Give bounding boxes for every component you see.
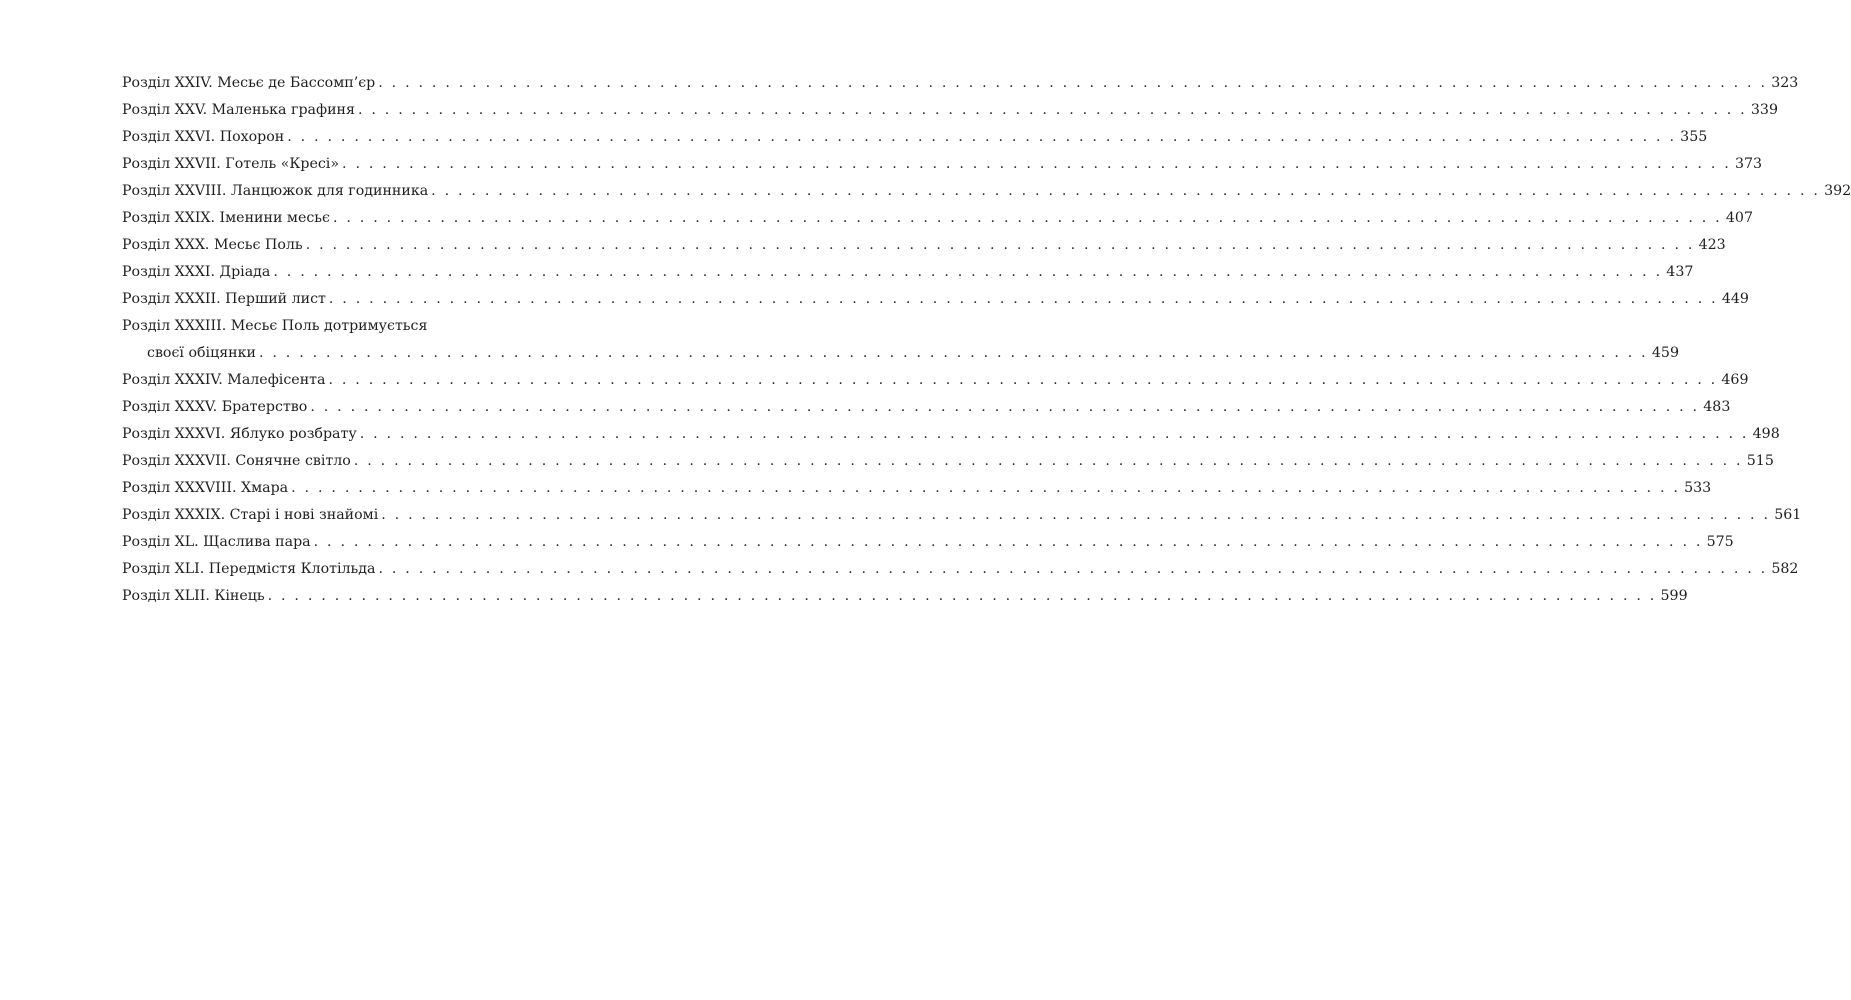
toc-entry-title: Розділ XXVI. Похорон [122,129,285,145]
toc-entry-title: Розділ XXVII. Готель «Кресі» [122,156,340,172]
toc-entry-page: 449 [1721,291,1749,307]
dot-leader [354,448,1743,475]
toc-entry [122,313,1679,367]
toc-entry [122,286,1749,313]
toc-entry-page: 407 [1725,210,1753,226]
toc-entry [122,97,1778,124]
toc-entry [122,421,1780,448]
dot-leader [342,151,1731,178]
toc-entry [122,232,1726,259]
toc-entry-page: 498 [1752,426,1780,442]
toc-entry [122,367,1749,394]
toc-entry-title: Розділ XXX. Месьє Поль [122,237,303,253]
toc-entry-page: 483 [1703,399,1731,415]
toc-entry-title: Розділ XLI. Передмістя Клотільда [122,561,376,577]
table-of-contents [122,70,1851,610]
toc-entry-title: Розділ XXXIV. Малефісента [122,372,326,388]
toc-entry [122,70,1799,97]
toc-entry-page: 423 [1698,237,1726,253]
toc-entry-page: 533 [1684,480,1712,496]
toc-entry-page: 459 [1651,345,1679,361]
toc-entry [122,151,1763,178]
toc-entry-title: Розділ XXIX. Іменини месьє [122,210,330,226]
toc-entry-title: Розділ XLII. Кінець [122,588,265,604]
toc-entry-title-continued: своєї обіцянки [147,345,256,361]
dot-leader [378,556,1767,583]
toc-entry-title: Розділ XXIV. Месьє де Бассомп’єр [122,75,376,91]
toc-entry [122,556,1799,583]
toc-entry-page: 599 [1660,588,1688,604]
dot-leader [273,259,1662,286]
dot-leader [314,529,1703,556]
dot-leader [306,232,1695,259]
dot-leader [259,340,1648,367]
toc-entry-page: 373 [1734,156,1763,172]
toc-entry-title: Розділ XXXIII. Месьє Поль дотримується [122,318,428,334]
dot-leader [431,178,1820,205]
toc-entry-title: Розділ XXXVII. Сонячне світло [122,453,351,469]
toc-entry [122,475,1712,502]
toc-entry [122,259,1694,286]
toc-entry-title: Розділ XXV. Маленька графиня [122,102,355,118]
toc-entry [122,448,1774,475]
dot-leader [328,367,1717,394]
toc-entry-page: 355 [1680,129,1708,145]
toc-entry-page: 437 [1666,264,1694,280]
dot-leader [358,97,1747,124]
toc-entry-page: 561 [1774,507,1802,523]
dot-leader [291,475,1680,502]
toc-entry-title: Розділ XXXVI. Яблуко розбрату [122,426,357,442]
toc-entry [122,394,1731,421]
dot-leader [333,205,1722,232]
dot-leader [287,124,1676,151]
toc-entry-continuation [122,340,1679,367]
dot-leader [360,421,1749,448]
dot-leader [310,394,1699,421]
toc-entry-page: 515 [1746,453,1774,469]
toc-entry [122,124,1708,151]
toc-entry-title: Розділ XXXI. Дріада [122,264,271,280]
toc-entry-page: 469 [1721,372,1749,388]
toc-entry-title: Розділ XXVIII. Ланцюжок для годинника [122,183,429,199]
toc-entry-title: Розділ XXXII. Перший лист [122,291,326,307]
toc-entry [122,178,1851,205]
toc-entry [122,502,1802,529]
toc-entry-page: 582 [1771,561,1799,577]
toc-entry-title: Розділ XXXVIII. Хмара [122,480,289,496]
toc-entry-page: 575 [1706,534,1734,550]
toc-entry [122,529,1734,556]
dot-leader [378,70,1767,97]
dot-leader [329,286,1718,313]
toc-entry-page: 392 [1824,183,1851,199]
dot-leader [381,502,1770,529]
toc-entry-title: Розділ XXXIX. Старі і нові знайомі [122,507,379,523]
toc-entry-title: Розділ XL. Щаслива пара [122,534,311,550]
toc-entry-title: Розділ XXXV. Братерство [122,399,308,415]
dot-leader [268,583,1657,610]
toc-entry [122,205,1753,232]
toc-entry-page: 323 [1771,75,1799,91]
toc-entry-page: 339 [1750,102,1778,118]
toc-entry [122,583,1688,610]
